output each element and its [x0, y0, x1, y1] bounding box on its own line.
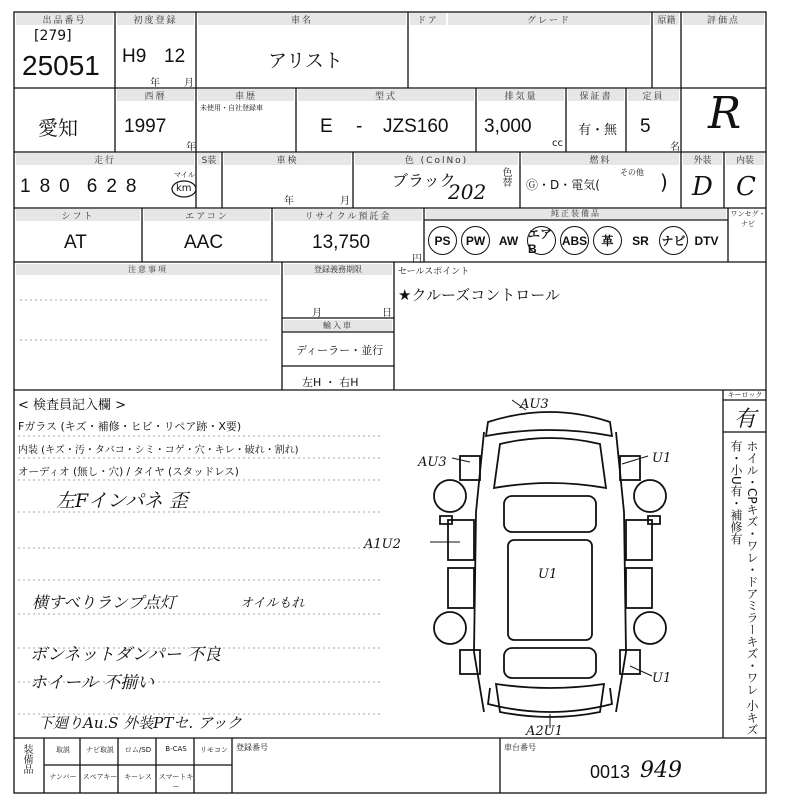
equip-badge: SR — [632, 233, 649, 248]
equip-badge: 革 — [593, 226, 622, 255]
shaken-year-unit: 年 — [284, 196, 294, 207]
damage-mark: U1 — [652, 671, 672, 686]
footer-cell: ナビ取説 — [86, 746, 114, 754]
inspection-label: 車歴 — [198, 89, 294, 101]
car-name: アリスト — [268, 51, 343, 72]
displacement-value: 3,000 — [484, 116, 532, 137]
fuel-options: Ⓖ・D・電気( — [526, 178, 600, 192]
equip-badge: ABS — [560, 226, 589, 255]
remark-2b: オイルもれ — [240, 596, 305, 611]
audio-line: オーディオ (無し・穴) / タイヤ (スタッドレス) — [18, 466, 239, 478]
inspection-note: 未使用・自社登録車 — [200, 104, 263, 112]
year-value: 1997 — [124, 116, 167, 137]
footer-cell: スペアキー — [82, 773, 118, 781]
recycle-label: リサイクル預託金 — [274, 209, 422, 221]
glass-line: Fガラス (キズ・補修・ヒビ・リペア跡・X要) — [18, 420, 242, 433]
key-value: 有 — [734, 407, 757, 432]
interior-line: 内装 (キズ・汚・タバコ・シミ・コゲ・穴・キレ・破れ・割れ) — [18, 445, 299, 456]
capacity-value: 5 — [640, 116, 651, 137]
score-value: R — [708, 88, 742, 139]
displacement-label: 排気量 — [478, 89, 564, 101]
ac-value: AAC — [184, 232, 224, 253]
key-label: キーロック — [727, 391, 763, 399]
footer-cell: ナンバー — [49, 773, 77, 781]
car-diagram — [364, 392, 722, 739]
warranty-value: 有・無 — [578, 123, 618, 138]
lot-box: [279] — [34, 28, 72, 44]
sales-label: セールスポイント — [398, 267, 470, 277]
mileage-digits — [20, 176, 136, 198]
first-reg-label: 初度登録 — [117, 13, 194, 25]
ps-label: 原籍 — [654, 13, 679, 25]
capacity-label: 定員 — [628, 89, 679, 101]
shaken-label: 車検 — [224, 153, 351, 165]
mileage-digit: 8 — [39, 176, 51, 197]
regno-label: 登録番号 — [236, 743, 268, 752]
register-label: 登録義務期限 — [284, 264, 392, 275]
footer-cell: スマートキー — [158, 773, 194, 791]
register-month: 月 — [312, 308, 322, 319]
color-change: 色替 — [500, 167, 511, 187]
remark-4: ホイール 不揃い — [30, 673, 155, 693]
equip-badge: AW — [498, 233, 519, 248]
sales-point: ★クルーズコントロール — [398, 286, 560, 304]
mileage-label: 走行 — [16, 153, 194, 165]
score-label: 評価点 — [683, 13, 764, 25]
first-reg-month: 12 — [164, 46, 186, 67]
lot-label: 出品番号 — [16, 13, 113, 25]
import-label: 輸入車 — [284, 320, 392, 331]
import-dealer: ディーラー・並行 — [296, 344, 384, 357]
mileage-unit-top: マイル — [174, 171, 195, 179]
mileage-digit: 2 — [106, 176, 117, 197]
damage-mark: U1 — [538, 567, 558, 582]
chassis-hand: 949 — [640, 758, 682, 783]
capacity-unit: 名 — [670, 142, 680, 153]
damage-mark: A1U2 — [364, 537, 401, 552]
footer-cell: リモコン — [200, 746, 228, 754]
damage-mark: AU3 — [418, 455, 447, 470]
yen-unit: 円 — [412, 254, 422, 265]
mileage-digit: 6 — [86, 176, 98, 197]
footer-cell: ロム/SD — [124, 746, 152, 754]
model-prefix: E — [320, 116, 333, 137]
mileage-unit-km: km — [176, 183, 192, 194]
register-day: 日 — [382, 308, 392, 319]
footer-cell: キーレス — [124, 773, 152, 781]
steering-side: 左H ・ 右H — [302, 376, 359, 389]
mileage-digit: 1 — [20, 176, 31, 197]
exterior-grade: D — [692, 172, 713, 202]
fuel-other-label: その他 — [620, 168, 644, 177]
model-label: 型式 — [298, 89, 474, 101]
color-no: 202 — [448, 180, 487, 204]
mileage-digit: 8 — [125, 176, 137, 197]
chassis-label: 車台番号 — [504, 743, 536, 752]
caution-label: 注意事項 — [16, 264, 280, 275]
remark-3: ボンネットダンパー 不良 — [30, 645, 221, 665]
car-name-label: 車名 — [198, 13, 406, 25]
damage-mark: U1 — [652, 451, 672, 466]
fuel-label: 燃料 — [522, 153, 679, 165]
first-reg-era: H9 — [122, 46, 147, 67]
equipment-list — [428, 226, 728, 255]
color-value: ブラック — [392, 171, 456, 190]
warranty-label: 保証書 — [568, 89, 624, 101]
equip-label: 純正装備品 — [426, 209, 726, 219]
area: 愛知 — [38, 118, 78, 140]
year-label: 西暦 — [117, 89, 194, 101]
inspector-title: < 検査員記入欄 > — [18, 398, 127, 413]
cc-unit: cc — [552, 138, 563, 149]
footer-cell: B-CAS — [165, 745, 187, 753]
equip-badge: エアB — [527, 226, 556, 255]
lot-number: 25051 — [22, 50, 100, 81]
damage-mark: A2U1 — [526, 724, 563, 739]
equip-badge: ナビ — [659, 226, 688, 255]
remark-1: 左Fインパネ 歪 — [56, 490, 188, 512]
interior-grade: C — [736, 172, 756, 202]
remark-5: 下廻りAu.S 外装PTセ. アック — [38, 714, 242, 732]
door-label: ドア — [410, 13, 446, 25]
interior-label: 内装 — [726, 153, 764, 165]
color-label: 色 (ColNo) — [355, 153, 518, 165]
mileage-digit: 0 — [59, 176, 70, 197]
history-label: S装 — [198, 153, 220, 165]
recycle-value: 13,750 — [312, 232, 371, 253]
grade-label: グレード — [448, 13, 650, 25]
shaken-month-unit: 月 — [340, 196, 350, 207]
footer-label: 装備品 — [21, 744, 32, 774]
model-dash: - — [356, 116, 363, 137]
side-checklist: ホイル・CPキズ・ワレ・ドアミラーキズ・ワレ 小キズ有・小U有・補修有 — [729, 440, 759, 736]
damage-mark: AU3 — [520, 397, 549, 412]
shift-label: シフト — [16, 209, 140, 221]
keyless-label: ワンセグ・ナビ — [730, 210, 766, 228]
equip-badge: PS — [428, 226, 457, 255]
equip-badge: DTV — [694, 233, 719, 248]
month-unit: 月 — [184, 78, 194, 89]
year-unit: 年 — [150, 78, 160, 89]
ac-label: エアコン — [144, 209, 270, 221]
remark-2: 横すべりランプ点灯 — [32, 593, 176, 612]
footer-cell: 取説 — [56, 746, 70, 754]
year-value-unit: 年 — [186, 142, 196, 153]
model-code: JZS160 — [383, 116, 449, 137]
shift-value: AT — [64, 232, 87, 253]
exterior-label: 外装 — [683, 153, 722, 165]
chassis-printed: 0013 — [590, 762, 631, 782]
equip-badge: PW — [461, 226, 490, 255]
fuel-close: ) — [660, 170, 668, 194]
